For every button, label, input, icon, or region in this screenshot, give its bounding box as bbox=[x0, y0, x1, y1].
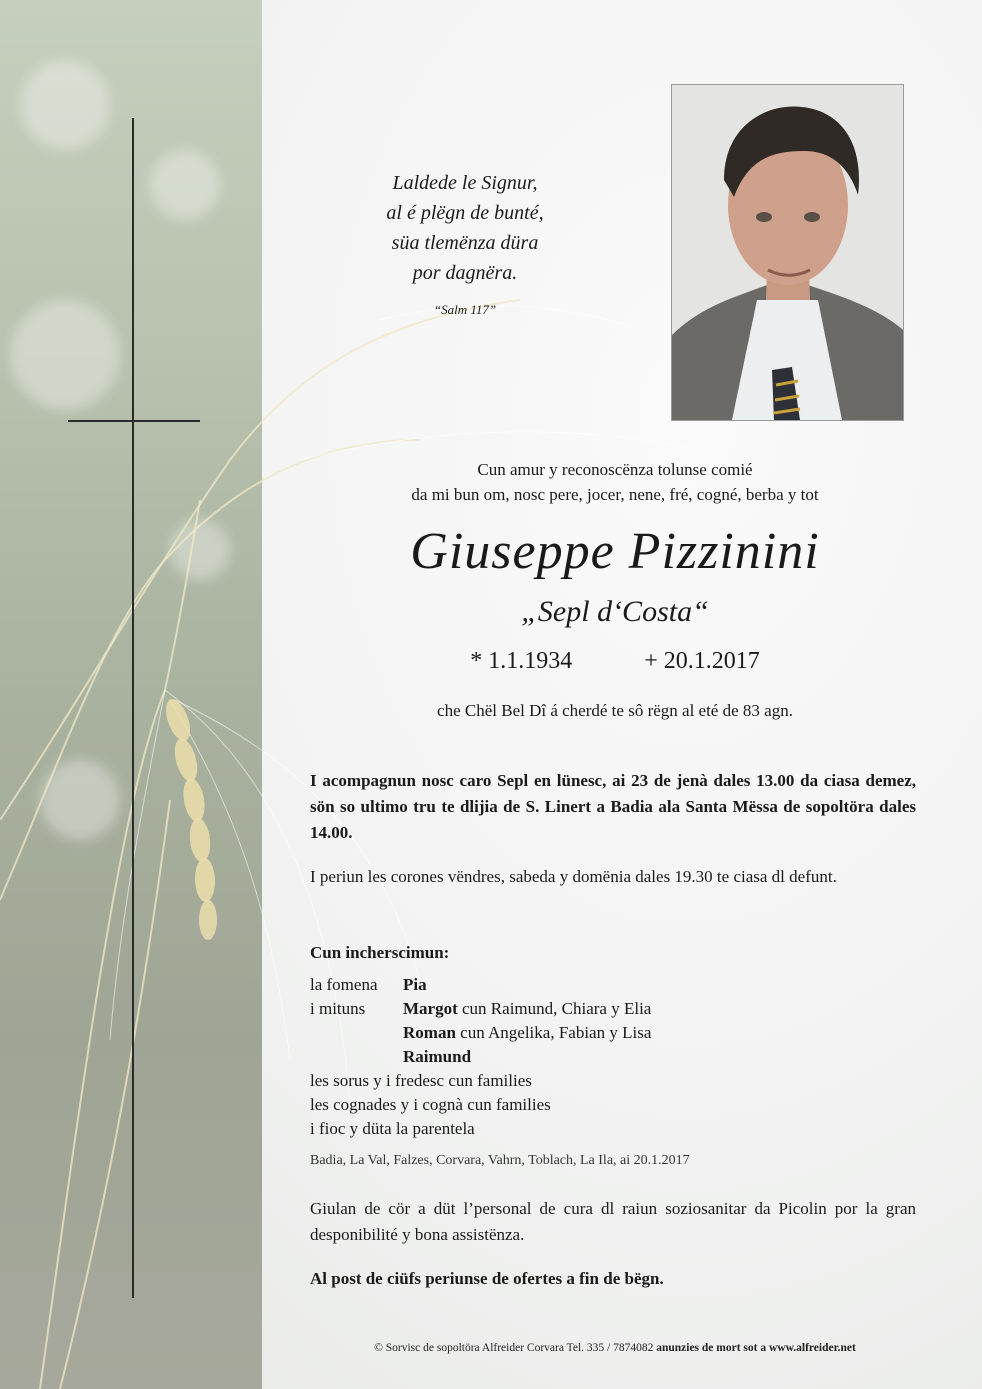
intro-line: da mi bun om, nosc pere, jocer, nene, fré, cogné, berba y tot bbox=[411, 485, 819, 504]
portrait-image bbox=[672, 85, 903, 420]
mourner-family: cun Raimund, Chiara y Elia bbox=[457, 999, 652, 1018]
footer-website: anunzies de mort sot a www.alfreider.net bbox=[656, 1342, 856, 1354]
birth-date: * 1.1.1934 bbox=[470, 648, 573, 674]
mourners-list bbox=[310, 973, 916, 1141]
cross-horizontal-bar bbox=[68, 420, 200, 422]
mourner-family: cun Angelika, Fabian y Lisa bbox=[455, 1023, 652, 1042]
mourner-line: i fioc y düta la parentela bbox=[310, 1119, 475, 1138]
mourner-row bbox=[310, 1045, 916, 1069]
mourner-name: Margot bbox=[403, 999, 458, 1018]
age-text: che Chël Bel Dî á cherdé te sô rëgn al eté de 83 agn. bbox=[437, 701, 793, 720]
relation-label: i mituns bbox=[310, 999, 366, 1018]
mourner-line: les cognades y i cognà cun families bbox=[310, 1095, 551, 1114]
mourner-row bbox=[310, 1021, 916, 1045]
donation-request: Al post de ciüfs periunse de ofertes a fin de bëgn. bbox=[310, 1269, 664, 1288]
relation-label: la fomena bbox=[310, 975, 378, 994]
mourner-name: Raimund bbox=[403, 1047, 472, 1066]
verse-line: Laldede le Signur, bbox=[392, 172, 538, 194]
cross-vertical-bar bbox=[132, 118, 134, 1298]
verse bbox=[320, 168, 610, 288]
deceased-name: Giuseppe Pizzinini bbox=[410, 523, 820, 580]
thanks-text: Giulan de cör a düt l’personal de cura dl raiun soziosanitar da Picolin por la gran desponibilité y bona assistënza. bbox=[310, 1199, 916, 1244]
intro-text bbox=[300, 457, 930, 507]
mourner-name: Pia bbox=[403, 975, 427, 994]
life-dates bbox=[300, 644, 930, 678]
death-date: + 20.1.2017 bbox=[644, 648, 760, 674]
portrait-photo bbox=[671, 84, 904, 421]
verse-line: süa tlemënza düra bbox=[391, 232, 539, 254]
place-and-date: Badia, La Val, Falzes, Corvara, Vahrn, Toblach, La Ila, ai 20.1.2017 bbox=[310, 1153, 690, 1168]
verse-source: “Salm 117” bbox=[433, 302, 497, 317]
intro-line: Cun amur y reconoscënza tolunse comié bbox=[477, 460, 753, 479]
verse-line: por dagnëra. bbox=[412, 262, 518, 284]
mourners-heading: Cun incherscimun: bbox=[310, 943, 450, 962]
mourner-row bbox=[310, 997, 916, 1021]
deceased-nickname: „Sepl d‘Costa“ bbox=[521, 595, 709, 628]
footer bbox=[300, 1340, 930, 1356]
footer-text: © Sorvisc de sopoltöra Alfreider Corvara Tel. 335 / 7874082 bbox=[374, 1342, 657, 1354]
mourner-line: les sorus y i fredesc cun families bbox=[310, 1071, 532, 1090]
vigil-details: I periun les corones vëndres, sabeda y domënia dales 19.30 te ciasa dl defunt. bbox=[310, 867, 837, 886]
mourner-row bbox=[310, 973, 916, 997]
mourner-name: Roman bbox=[403, 1023, 456, 1042]
verse-line: al é plëgn de bunté, bbox=[386, 202, 544, 224]
funeral-details: I acompagnun nosc caro Sepl en lünesc, ai 23 de jenà dales 13.00 da ciasa demez, sön so ultimo tru te dlijia de S. Linert a Badia ala Santa Mëssa de sopoltöra dales 14.00. bbox=[310, 771, 916, 842]
